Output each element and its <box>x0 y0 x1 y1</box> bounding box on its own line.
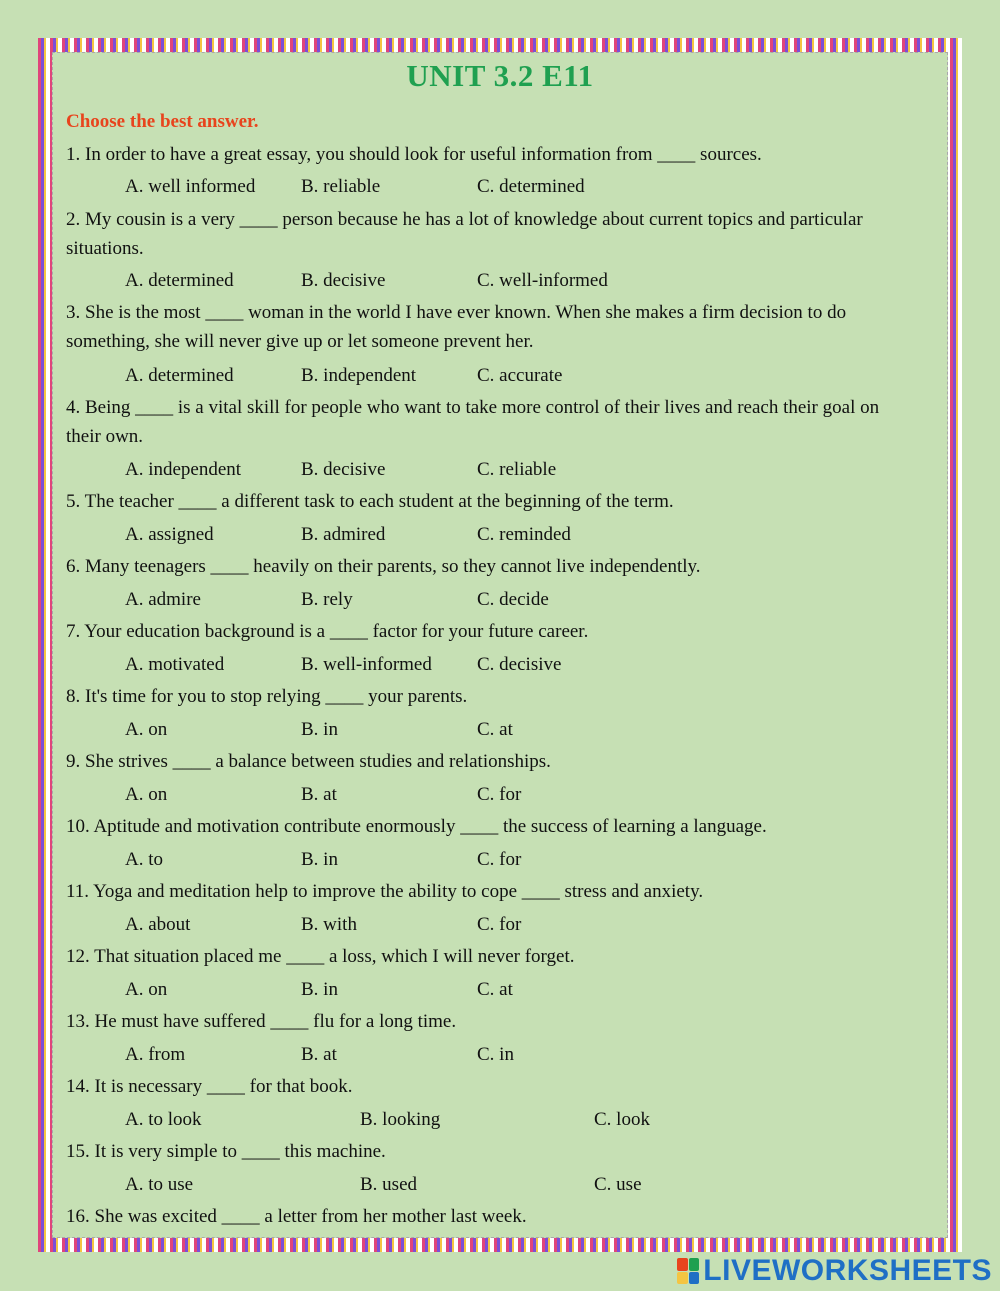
question-9: 9. She strives ____ a balance between studies and relationships. <box>66 751 551 772</box>
q12-option-c[interactable]: C. at <box>477 979 513 1000</box>
q15-option-b[interactable]: B. used <box>360 1174 417 1195</box>
q12-option-a[interactable]: A. on <box>125 979 168 1000</box>
q8-option-c[interactable]: C. at <box>477 719 513 740</box>
q14-option-a[interactable]: A. to look <box>125 1109 202 1130</box>
q9-option-a[interactable]: A. on <box>125 784 168 805</box>
q8-option-b[interactable]: B. in <box>301 719 338 740</box>
q5-option-c[interactable]: C. reminded <box>477 524 571 545</box>
q4-option-a[interactable]: A. independent <box>125 459 242 480</box>
q13-option-b[interactable]: B. at <box>301 1044 337 1065</box>
q1-option-b[interactable]: B. reliable <box>301 176 381 197</box>
question-10: 10. Aptitude and motivation contribute enormously ____ the success of learning a language. <box>66 816 767 837</box>
q1-option-c[interactable]: C. determined <box>477 176 585 197</box>
question-12: 12. That situation placed me ____ a loss, which I will never forget. <box>66 946 575 967</box>
q13-option-c[interactable]: C. in <box>477 1044 514 1065</box>
q4-option-b[interactable]: B. decisive <box>301 459 386 480</box>
q2-option-a[interactable]: A. determined <box>125 270 234 291</box>
q4-option-c[interactable]: C. reliable <box>477 459 557 480</box>
question-16: 16. She was excited ____ a letter from her mother last week. <box>66 1206 527 1227</box>
q5-option-b[interactable]: B. admired <box>301 524 386 545</box>
q10-option-c[interactable]: C. for <box>477 849 522 870</box>
q3-option-b[interactable]: B. independent <box>301 365 417 386</box>
q7-option-a[interactable]: A. motivated <box>125 654 225 675</box>
q7-option-b[interactable]: B. well-informed <box>301 654 432 675</box>
q11-option-b[interactable]: B. with <box>301 914 357 935</box>
question-6: 6. Many teenagers ____ heavily on their parents, so they cannot live independently. <box>66 556 701 577</box>
q1-option-a[interactable]: A. well informed <box>125 176 256 197</box>
question-3: 3. She is the most ____ woman in the world I have ever known. When she makes a firm decision to do something, she will never give up or let someone prevent her. <box>66 302 847 352</box>
q15-option-a[interactable]: A. to use <box>125 1174 194 1195</box>
instruction-text: Choose the best answer. <box>66 111 259 132</box>
liveworksheets-logo <box>677 1254 992 1288</box>
q2-option-b[interactable]: B. decisive <box>301 270 386 291</box>
question-4: 4. Being ____ is a vital skill for people who want to take more control of their lives and reach their goal on their own. <box>66 397 880 447</box>
q2-option-c[interactable]: C. well-informed <box>477 270 608 291</box>
q10-option-a[interactable]: A. to <box>125 849 163 870</box>
q6-option-b[interactable]: B. rely <box>301 589 353 610</box>
question-14: 14. It is necessary ____ for that book. <box>66 1076 353 1097</box>
q8-option-a[interactable]: A. on <box>125 719 168 740</box>
q3-option-a[interactable]: A. determined <box>125 365 234 386</box>
q9-option-b[interactable]: B. at <box>301 784 337 805</box>
question-1: 1. In order to have a great essay, you should look for useful information from ____ sources. <box>66 144 762 165</box>
question-11: 11. Yoga and meditation help to improve the ability to cope ____ stress and anxiety. <box>66 881 704 902</box>
q10-option-b[interactable]: B. in <box>301 849 338 870</box>
q11-option-c[interactable]: C. for <box>477 914 522 935</box>
question-15: 15. It is very simple to ____ this machine. <box>66 1141 386 1162</box>
question-2: 2. My cousin is a very ____ person because he has a lot of knowledge about current topics and particular situations. <box>66 209 863 259</box>
logo-mark-icon <box>677 1258 699 1284</box>
question-8: 8. It's time for you to stop relying ____ your parents. <box>66 686 468 707</box>
q14-option-b[interactable]: B. looking <box>360 1109 441 1130</box>
logo-text: LIVEWORKSHEETS <box>703 1254 992 1287</box>
question-5: 5. The teacher ____ a different task to each student at the beginning of the term. <box>66 491 674 512</box>
q13-option-a[interactable]: A. from <box>125 1044 186 1065</box>
question-13: 13. He must have suffered ____ flu for a long time. <box>66 1011 457 1032</box>
q11-option-a[interactable]: A. about <box>125 914 191 935</box>
q12-option-b[interactable]: B. in <box>301 979 338 1000</box>
q6-option-c[interactable]: C. decide <box>477 589 549 610</box>
q9-option-c[interactable]: C. for <box>477 784 522 805</box>
q6-option-a[interactable]: A. admire <box>125 589 201 610</box>
q5-option-a[interactable]: A. assigned <box>125 524 214 545</box>
q3-option-c[interactable]: C. accurate <box>477 365 563 386</box>
q7-option-c[interactable]: C. decisive <box>477 654 562 675</box>
question-7: 7. Your education background is a ____ factor for your future career. <box>66 621 589 642</box>
q14-option-c[interactable]: C. look <box>594 1109 650 1130</box>
page-title: UNIT 3.2 E11 <box>406 58 594 93</box>
q15-option-c[interactable]: C. use <box>594 1174 642 1195</box>
